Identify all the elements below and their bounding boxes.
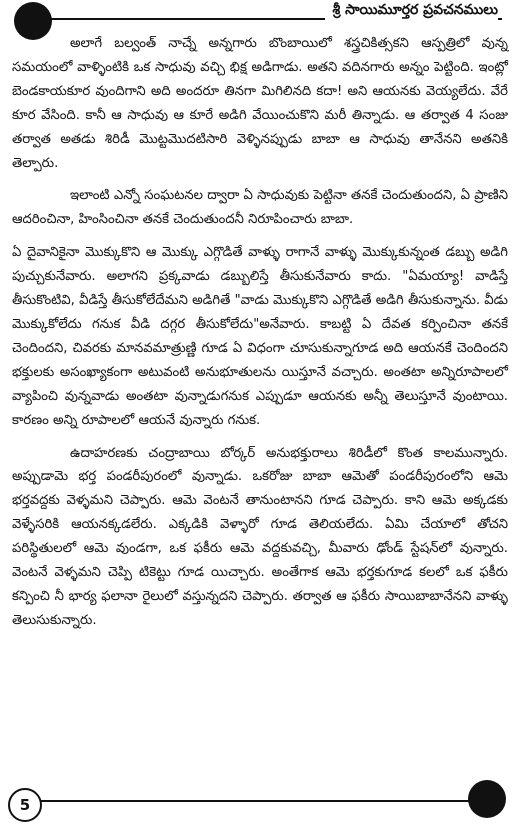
body-text (12, 32, 508, 642)
paragraph: ఇలాంటి ఎన్నో సంఘటనల ద్వారా ఏ సాధువుకు పెట్టినా తనకే చెందుతుందని, ఏ ప్రాణిని ఆదరించినా, హింసించినా తనకే చెందుతుందనీ నిరూపించారు బాబా. (12, 188, 508, 228)
footer-rule (36, 800, 496, 802)
page-number: 5 (8, 788, 42, 822)
paragraph: అలాగే బల్వంత్ నాచ్నే అన్నగారు బొంబాయిలో శస్త్రచికిత్సకని ఆస్పత్రిలో వున్న సమయంలో వాళ్ళింటికి ఒక సాధువు వచ్చి భిక్ష అడిగాడు. అతని వదినగారు అన్నం పెట్టింది. ఇంట్లో బెండకాయకూర వుందిగాని అది అందరూ తినగా మిగిలినది కదా! అని ఆయనకు వెయ్యలేదు. వేరే కూర వేసింది. కానీ ఆ సాధువు ఆ కూరే అడిగి వేయించుకొని మరీ తిన్నాడు. ఆ తర్వాత 4 సంజు తర్వాత అతడు శిరిడీ మొట్టమొదటిసారి వెళ్ళినప్పుడు బాబా ఆ సాధువు తానేనని అతనికి తెల్పారు. (12, 36, 508, 171)
running-header-title: శ్రీ సాయిమూర్తర ప్రవచనములు (325, 2, 498, 21)
paragraph: ఉదాహరణకు చంద్రాబాయి బోర్కర్ అనుభక్తురాలు శిరిడీలో కొంత కాలమున్నారు. అప్పుడామె భర్త పండరీపురంలో వున్నాడు. ఒకరోజు బాబా ఆమెతో పండరీపురంలోని ఆమె భర్తవద్దకు వెళ్ళమని చెప్పారు. ఆమె వెంటనే తానుంటానని గూడ చెప్పారు. కాని ఆమె అక్కడకు వెళ్ళేసరికి ఆయనక్కడలేరు. ఎక్కడికి వెళ్ళారో గూడ తెలియలేదు. ఏమి చేయాలో తోచని పరిస్థితులలో ఆమె వుండగా, ఒక ఫకీరు ఆమె వద్దకువచ్చి, మీవారు ఢోండ్ స్టేషన్‌లో వున్నారు. వెంటనే వెళ్ళమని చెప్పి టికెట్టు గూడ యిచ్చారు. అంతేగాక ఆమె భర్తకుగూడ కలలో ఒక ఫకీరు కన్పించి నీ భార్య ఫలానా రైలులో వస్తున్నదని చెప్పారు. తర్వాత ఆ ఫకీరు సాయిబాబానేనని వాళ్ళు తెలుసుకున్నారు. (12, 445, 508, 628)
paragraph: ఏ దైవానికైనా మొక్కుకొని ఆ మొక్కు ఎగ్గొడితే వాళ్ళు రాగానే వాళ్ళు మొక్కుకున్నంత డబ్బు అడిగి పుచ్చుకునేవారు. అలాగని ప్రక్కవాడు డబ్బులిస్తే తీసుకునేవారు కాదు. "ఏమయ్యా! వాడిస్తే తీసుకొంటివి, వీడిస్తే తీసుకోలేదేమని అడిగితే "వాడు మొక్కుకొని ఎగ్గొడితే అడిగి తీసుకున్నాను. వీడు మొక్కుకోలేదు గనుక వీడి దగ్గర తీసుకోలేదు"అనేవారు. కాబట్టి ఏ దేవత కర్పించినా తనకే చెందిందని, చివరకు మానవమాత్రుణ్ణి గూడ ఏ విధంగా చూసుకున్నాగూడ అది ఆయనకే చెందిందని భక్తులకు అసంఖ్యాకంగా అటువంటి అనుభూతులను యిస్తూనే వచ్చారు. అంతటా అన్నిరూపాలలో వ్యాపించి వున్నవాడు అంతటా వున్నాడుగనుక ఎప్పుడూ ఆయనకు అన్నీ తెలుస్తూనే వుంటాయి. కారణం అన్ని రూపాలలో ఆయనే వున్నారు గనుక. (12, 245, 508, 428)
footer-bullet-icon (468, 780, 506, 818)
